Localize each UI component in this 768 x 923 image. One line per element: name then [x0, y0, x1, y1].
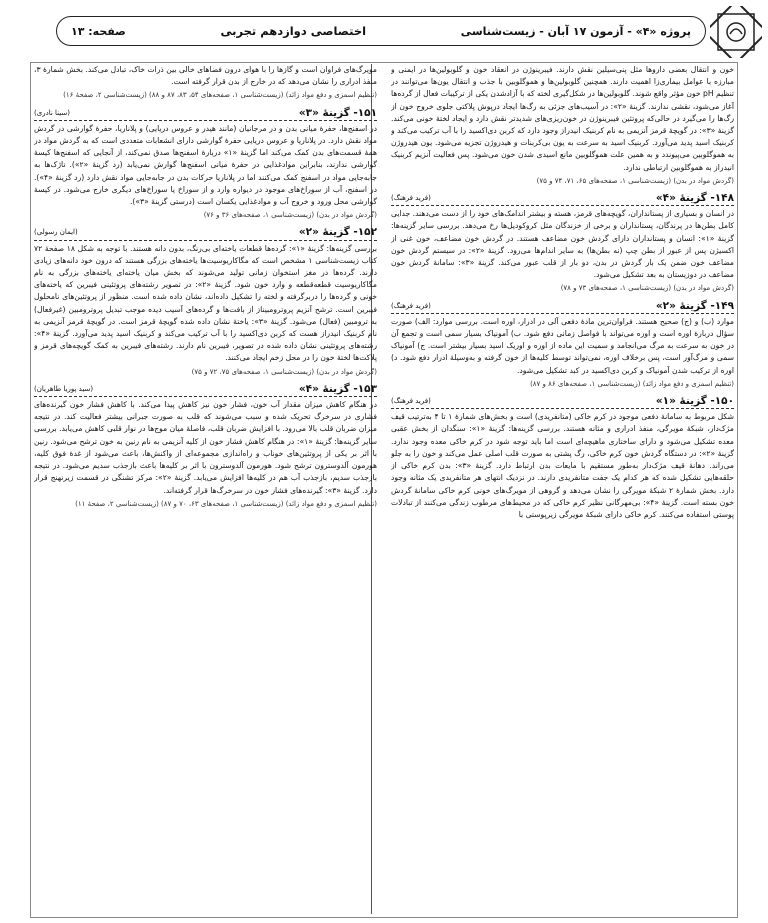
- right-column: [391, 64, 734, 914]
- question-150: [391, 395, 734, 521]
- answer-text: در انسان و بسیاری از پستانداران، گویچه‌های قرمز، هسته و بیشتر اندامک‌های خود را از دست می‌دهند. جدایی کامل بطن‌ها در پرندگان، پستانداران و برخی از خزندگان مثل کروکودیل‌ها رخ می‌دهد. بررسی سایر گزینه‌ها: گزینهٔ «۱»: انسان و پستانداران دارای گردش خون مضاعف هستند. در گردش خون مضاعف، خون غنی از اکسیژن پس از عبور از بطن چپ (نه بطن‌ها) به سایر اندام‌ها می‌رود. گزینهٔ «۲»: در سیستم گردش خون مضاعف خون ضمن یک بار گردش در بدن، دو بار از قلب عبور می‌کند. گزینهٔ «۳»: سامانهٔ گردش خون مضاعف در دوزیستان به بعد تشکیل می‌شود.: [391, 209, 734, 280]
- reference: (گردش مواد در بدن) (زیست‌شناسی ۱، صفحه‌های ۳۶ و ۷۶): [203, 211, 377, 220]
- header-bar: [56, 16, 706, 46]
- answer-text: موارد (ب) و (ج) صحیح هستند. فراوان‌ترین مادهٔ دفعی آلی در ادرار، اوره است. بررسی موارد: الف) صورت سؤال دربارهٔ اوره است و اوره می‌تواند با فواصل زمانی دفع شود. ب) آمونیاک بسیار سمی است و تجمع آن در خون به سرعت به مرگ می‌انجامد و سمیت این ماده از اوره و اوریک اسید بسیار بیشتر است. ج) آمونیاک سمی و مرگ‌آور است، پس برخلاف اوره، نمی‌تواند توسط کلیه‌ها از خون گرفته و به‌وسیلهٔ ادرار دفع شود. د) اوره از ترکیب شدن آمونیاک و کربن دی‌اکسید در کبد تشکیل می‌شود.: [391, 316, 734, 375]
- question-title: ۱۵۰- گزینهٔ «۱»: [655, 395, 734, 408]
- answer-text: بررسی گزینه‌ها: گزینهٔ «۱»: گرده‌ها قطعات یاخته‌ای بی‌رنگ، بدون دانه هستند. با توجه به شکل ۱۸ صفحهٔ ۷۲ کتاب زیست‌شناسی ۱ مشخص است که مگاکاریوسیت‌ها یاخته‌های بزرگی هستند که درون خود دانه‌های زیادی دارند. گرده‌ها در مغز استخوان زمانی تولید می‌شوند که بخش میان یاخته‌ای یاخته‌های بزرگی به نام مگاکاریوسیت قطعه‌قطعه و وارد خون شود. گزینهٔ «۲»: در تصویر رشته‌های پروتئینی فیبرین که یاخته‌های خونی و گرده‌ها را دربرگرفته و لخته را تشکیل داده‌اند، نشان داده شده است. منظور از پروتئین‌های نامحلول فیبرین است. ترشح آنزیم پروترومبیناز از بافت‌ها و گرده‌های آسیب دیده موجب تبدیل پروترومبین (غیرفعال) به ترومبین (فعال) می‌شود. گزینهٔ «۳»: یاختهٔ نشان داده شده گویچهٔ قرمز است. در گویچهٔ قرمز آنزیمی به نام کربنیک انیدراز هست که کربن دی‌اکسید را با آب ترکیب می‌کند و کربنیک اسید پدید می‌آورد. گزینهٔ «۴»: رشته‌های پروتئینی نشان داده شده در تصویر، فیبرین نام دارند. رشته‌های فیبرین به کمک گویچه‌های قرمز و پلاکت‌ها لختهٔ خون را در محل زخم ایجاد می‌کنند.: [34, 243, 377, 363]
- question-148: [391, 192, 734, 295]
- reference: (گردش مواد در بدن) (زیست‌شناسی ۱، صفحه‌های ۷۵، ۷۲ و ۷۵): [191, 367, 377, 376]
- question-152: [34, 226, 377, 377]
- institute-logo-icon: [710, 6, 762, 58]
- answer-text: در اسفنج‌ها، حفرهٔ میانی بدن و در مرجانیان (مانند هیدر و عروس دریایی) و پلاناریا، حفرهٔ گوارشی در گردش مواد نقش دارد. در پلاناریا و عروس دریایی حفرهٔ گوارشی دارای انشعابات متعددی است که به گردش مواد در همهٔ قسمت‌های بدن کمک می‌کند اما گزینهٔ «۱» دربارهٔ اسفنج‌ها صدق نمی‌کند، از آنجایی که اسفنج‌ها کیسهٔ گوارشی ندارند، بنابراین موادغذایی در حفرهٔ میانی اسفنج‌ها گوارش نمی‌یابد (رد گزینهٔ «۲»). تاژک‌ها به جابه‌جایی مواد در اسفنج کمک می‌کنند اما در پلاناریا حرکات بدن در جابه‌جایی مواد نقش دارد (رد گزینهٔ «۴»). در اسفنج، آب از سوراخ‌های موجود در دیواره وارد و از سوراخ یا سوراخ‌های دیگری خارج می‌شود. در کیسهٔ گوارشی محل ورود و خروج آب و موادغذایی یکسان است (درستی گزینهٔ «۳»).: [34, 123, 377, 207]
- question-title: ۱۵۳- گزینهٔ «۴»: [298, 382, 377, 395]
- continued-text: خون و انتقال بعضی داروها مثل پنی‌سیلین نقش دارند. فیبرینوژن در انعقاد خون و گلوبولین‌ها در ایمنی و مبارزه با عوامل بیماری‌زا اهمیت دارند. همچنین گلوبولین‌ها و هموگلوبین با جذب و انتقال یون‌ها می‌توانند در تنظیم pH خون مؤثر واقع شوند. گلوبولین‌ها در شکل‌گیری لخته که با آزادشدن یکی از ترکیبات فعال از گرده‌ها آغاز می‌شود، نقشی ندارند. گزینهٔ «۲»: در آسیب‌های جزئی به رگ‌ها ایجاد درپوش پلاکتی جلوی خروج خون از رگ‌ها را می‌گیرد در حالی‌که پروتئین فیبرینوژن در خون‌ریزی‌های شدیدتر نقش دارد و ایجاد لختهٔ خونی می‌کند. گزینهٔ «۳»: در گویچهٔ قرمز آنزیمی به نام کربنیک انیدراز وجود دارد که کربن دی‌اکسید را با آب ترکیب می‌کند و کربنیک اسید پدید می‌آورد. کربنیک اسید به سرعت به یون بی‌کربنات و هیدروژن تجزیه می‌شود. یون هیدروژن به هموگلوبین می‌پیوندد و به همین علت هموگلوبین مانع اسیدی شدن خون می‌شود. پس فعالیت آنزیم کربنیک انیدراز به هموگلوبین ارتباطی ندارد.: [391, 65, 734, 172]
- question-151: [34, 107, 377, 222]
- question-title: ۱۵۲- گزینهٔ «۲»: [298, 226, 377, 239]
- question-149: [391, 300, 734, 390]
- reference: (گردش مواد در بدن) (زیست‌شناسی ۱، صفحه‌های ۷۳ و ۷۸): [560, 284, 734, 293]
- question-title: ۱۴۸- گزینهٔ «۴»: [655, 192, 734, 205]
- answer-text: در هنگام کاهش میزان مقدار آب خون، فشار خون نیز کاهش پیدا می‌کند. با کاهش فشار خون گیرنده‌های فشاری در سرخرگ تحریک شده و سبب می‌شوند که قلب به صورت جبرانی بیشتر فعالیت کند. در نتیجه میزان ضربان قلب بالا می‌رود. با افزایش ضربان قلب، فاصلهٔ میان موج‌ها در نوار قلبی کاهش می‌یابد. بررسی سایر گزینه‌ها: گزینهٔ «۱»: در هنگام کاهش فشار خون از کلیه آنزیمی به نام رنین به خون ترشح می‌شود. رنین با اثر بر یکی از پروتئین‌های خوناب و راه‌اندازی مجموعه‌ای از واکنش‌ها، باعث می‌شود از غدهٔ فوق کلیه، هورمون آلدوسترون ترشح شود. هورمون آلدوسترون با اثر بر کلیه‌ها باعث بازجذب سدیم می‌شود. در نتیجه بازجذب سدیم، بازجذب آب هم در کلیه‌ها افزایش می‌یابد. گزینهٔ «۲»: مرکز تشنگی در قسمت زیرنهنج قرار دارد. گزینهٔ «۳»: گیرنده‌های فشار خون در سرخرگ‌ها قرار گرفته‌اند.: [34, 400, 377, 495]
- page-header: [6, 6, 762, 58]
- question-153: [34, 383, 377, 510]
- author: (ایمان رسولی): [34, 228, 78, 237]
- page-number: صفحه: ۱۳: [71, 24, 126, 38]
- author: (سینا نادری): [34, 108, 70, 117]
- answer-text: شکل مربوط به سامانهٔ دفعی موجود در کرم خاکی (متانفریدی) است و بخش‌های شمارهٔ ۱ تا ۴ به‌ترتیب قیف مژک‌دار، شبکهٔ مویرگی، منفذ ادراری و مثانه هستند. بررسی گزینه‌ها: گزینهٔ «۱»: سنگدان از بخش عقبی معده تشکیل می‌شود و دارای ساختاری ماهیچه‌ای است اما باید توجه شود در کرم خاکی معده وجود ندارد. گزینهٔ «۲»: در دستگاه گردش خون کرم خاکی، رگ پشتی به صورت قلب اصلی عمل می‌کند و خون را به جلو می‌راند. دهانهٔ قیف مژک‌دار به‌طور مستقیم با مایعات بدن ارتباط دارد. گزینهٔ «۳»: بدن کرم خاکی از حلقه‌هایی تشکیل شده که هر کدام یک جفت متانفریدی دارند. در نزدیک انتهای هر متانفریدی یک مثانه وجود دارد. بخش شمارهٔ ۲ شبکهٔ مویرگی را نشان می‌دهد و گروهی از مویرگ‌های خونی کرم خاکی سامانهٔ گردش خون بسته است. گزینهٔ «۴»: بی‌مهرگانی نظیر کرم خاکی که در محیط‌های مرطوب زندگی می‌کنند از تبادلات پوستی استفاده می‌کنند. کرم خاکی دارای شبکهٔ مویرگی زیرپوستی با: [391, 412, 734, 519]
- continued-text: مویرگ‌های فراوان است و گازها را با هوای درون فضاهای خالی بین ذرات خاک، تبادل می‌کند. بخش شمارهٔ ۳، منفذ ادراری را نشان می‌دهد که در خارج از بدن قرار گرفته است.: [34, 65, 377, 87]
- exam-title: اختصاصی دوازدهم تجربی: [220, 24, 367, 38]
- reference: (تنظیم اسمزی و دفع مواد زائد) (زیست‌شناسی ۱، صفحه‌های ۵۴، ۸۳، ۸۷ و ۸۸) (زیست‌شناسی ۲، صفحهٔ ۱۶): [63, 91, 377, 100]
- columns: [34, 64, 734, 914]
- project-title: پروژه «۴» - آزمون ۱۷ آبان - زیست‌شناسی: [460, 24, 691, 38]
- question-title: ۱۵۱- گزینهٔ «۳»: [298, 106, 377, 119]
- author: (سید پوریا طاهریان): [34, 384, 94, 393]
- left-column: [34, 64, 377, 914]
- question-title: ۱۴۹- گزینهٔ «۲»: [655, 299, 734, 312]
- author: (فرید فرهنگ): [391, 301, 431, 310]
- reference: (تنظیم اسمزی و دفع مواد زائد) (زیست‌شناسی ۱، صفحه‌های ۶۳، ۷۰ و ۸۷) (زیست‌شناسی ۲، صفحهٔ ۱۱): [75, 499, 377, 508]
- author: (فرید فرهنگ): [391, 194, 431, 203]
- author: (فرید فرهنگ): [391, 397, 431, 406]
- reference: (گردش مواد در بدن) (زیست‌شناسی ۱، صفحه‌های ۶۵، ۷۱، ۷۴ و ۷۵): [536, 176, 734, 185]
- reference: (تنظیم اسمزی و دفع مواد زائد) (زیست‌شناسی ۱، صفحه‌های ۸۶ و ۸۷): [530, 379, 734, 388]
